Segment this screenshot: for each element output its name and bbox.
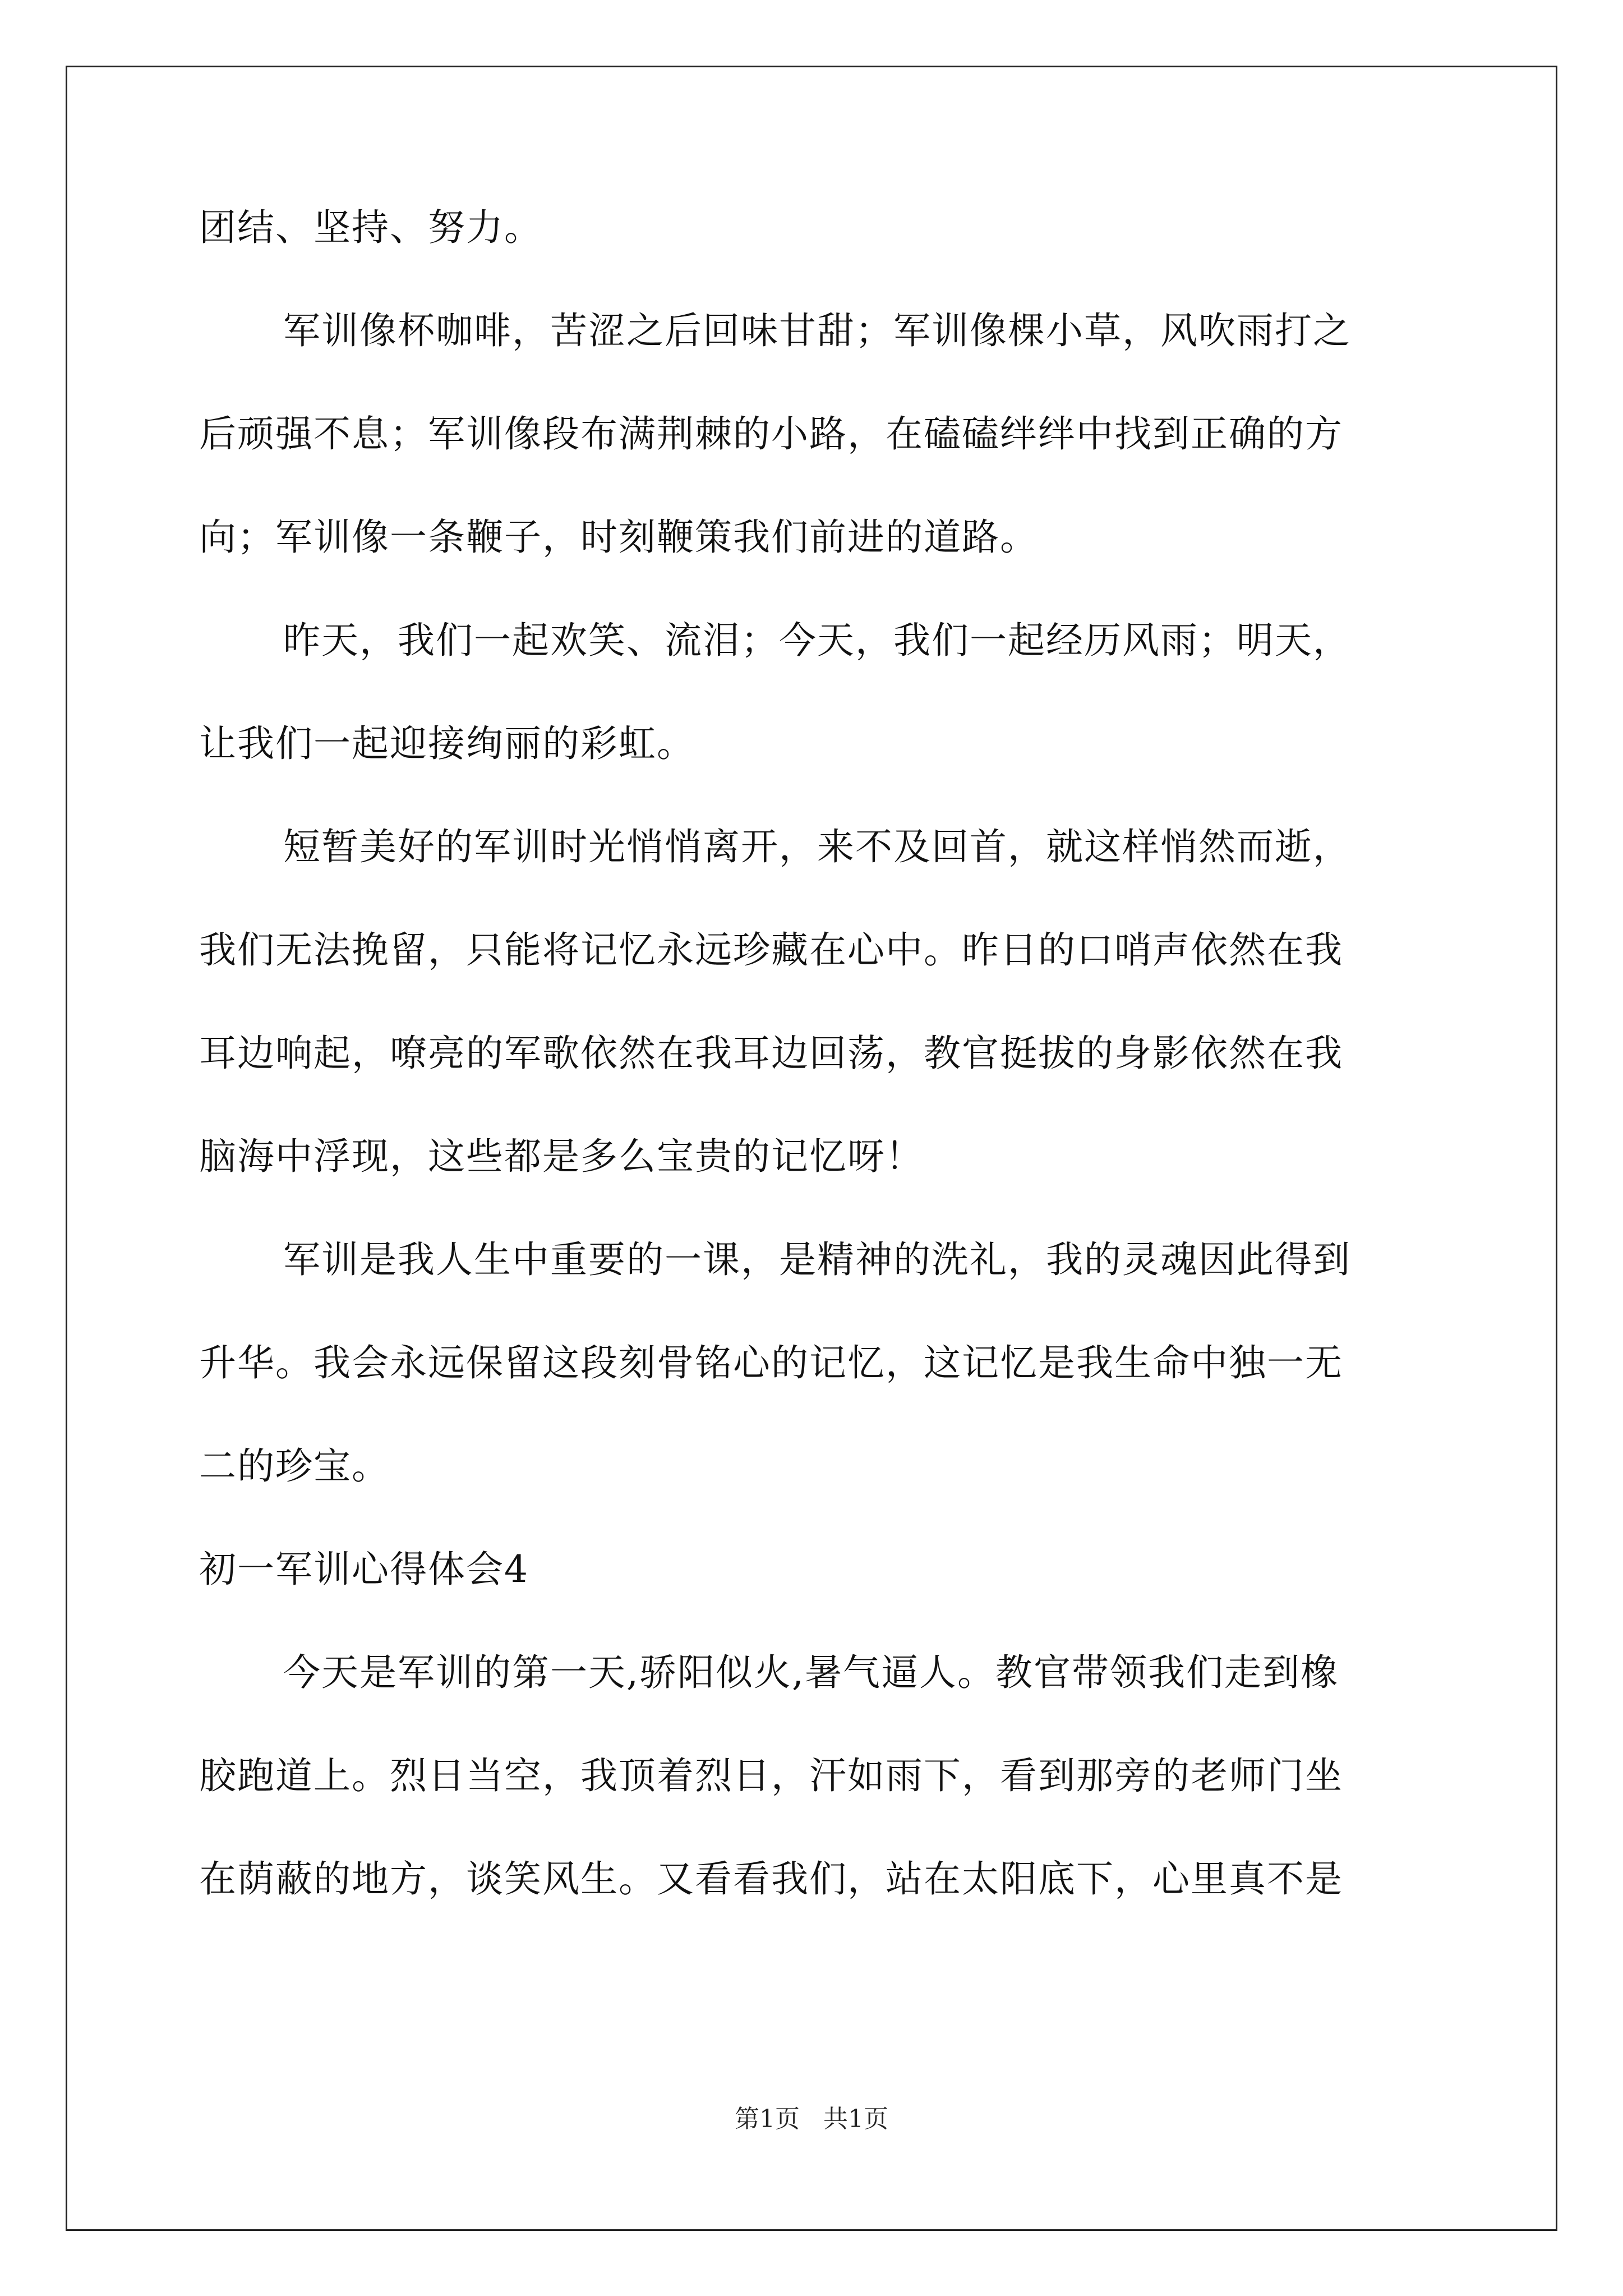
text-line: 我们无法挽留，只能将记忆永远珍藏在心中。昨日的口哨声依然在我: [199, 928, 1343, 972]
text-line: 团结、坚持、努力。: [199, 206, 542, 249]
page-footer: 第1页 共1页: [735, 2105, 888, 2133]
text-line: 短暂美好的军训时光悄悄离开，来不及回首，就这样悄然而逝，: [283, 825, 1351, 868]
text-line: 让我们一起迎接绚丽的彩虹。: [199, 722, 695, 765]
text-line: 后顽强不息；军训像段布满荆棘的小路，在磕磕绊绊中找到正确的方: [199, 412, 1343, 455]
paragraph: [199, 615, 1427, 770]
text-line: 军训像杯咖啡，苦涩之后回味甘甜；军训像棵小草，风吹雨打之: [283, 309, 1351, 352]
text-line: 军训是我人生中重要的一课，是精神的洗礼，我的灵魂因此得到: [283, 1238, 1351, 1281]
text-line: 今天是军训的第一天,骄阳似火,暑气逼人。教官带领我们走到橡: [283, 1651, 1339, 1694]
text-line: 向；军训像一条鞭子，时刻鞭策我们前进的道路。: [199, 516, 1038, 559]
paragraph: [199, 1234, 1427, 1492]
text-line: 胶跑道上。烈日当空，我顶着烈日，汗如雨下，看到那旁的老师门坐: [199, 1754, 1343, 1797]
document-body: [199, 202, 1427, 1905]
text-line: 耳边响起，嘹亮的军歌依然在我耳边回荡，教官挺拔的身影依然在我: [199, 1032, 1343, 1075]
text-line: 在荫蔽的地方，谈笑风生。又看看我们，站在太阳底下，心里真不是: [199, 1857, 1343, 1901]
paragraph: [199, 305, 1427, 563]
section-heading: [199, 1544, 1427, 1595]
text-line: 脑海中浮现，这些都是多么宝贵的记忆呀！: [199, 1135, 924, 1178]
text-line: 升华。我会永远保留这段刻骨铭心的记忆，这记忆是我生命中独一无: [199, 1341, 1343, 1384]
paragraph: [199, 1647, 1427, 1905]
paragraph: [199, 821, 1427, 1182]
text-line: 二的珍宝。: [199, 1444, 390, 1488]
paragraph: [199, 202, 1427, 254]
heading-text: 初一军训心得体会4: [199, 1548, 529, 1591]
text-line: 昨天，我们一起欢笑、流泪；今天，我们一起经历风雨；明天，: [283, 619, 1351, 662]
